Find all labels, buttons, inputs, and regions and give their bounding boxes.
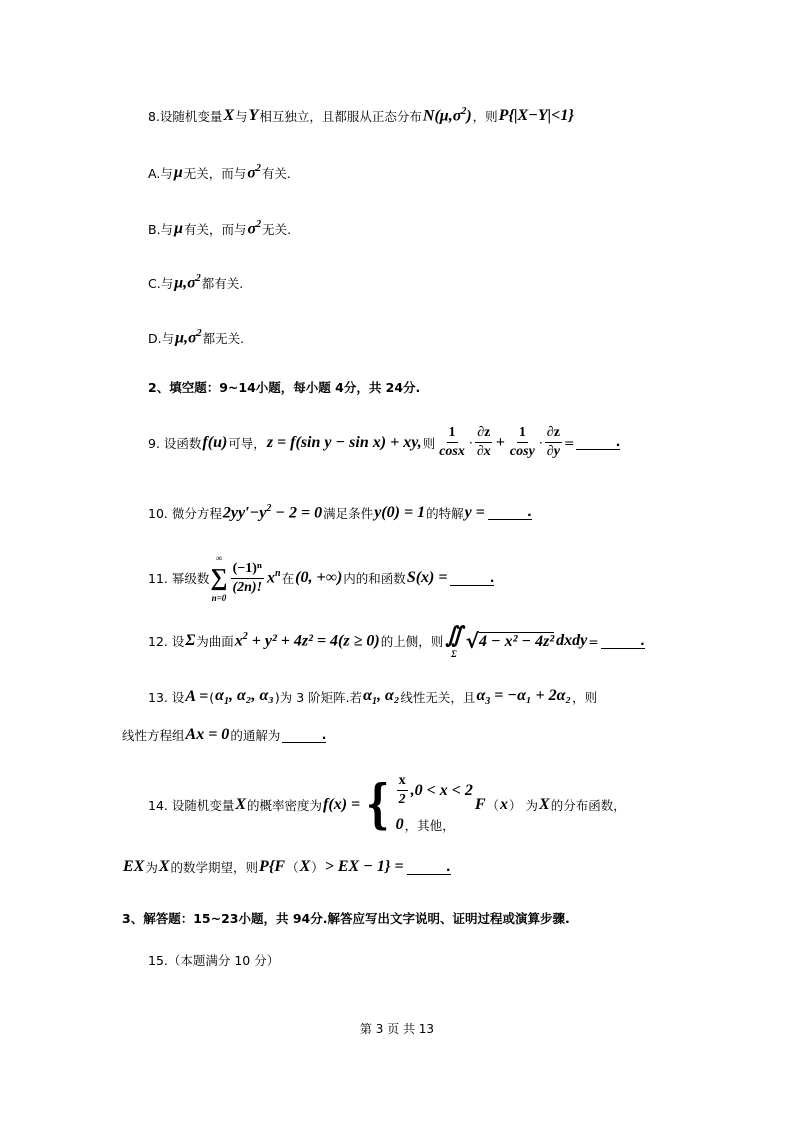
- brace: {: [366, 773, 390, 835]
- text: 相互独立，且都服从正态分布: [259, 108, 422, 124]
- text: 线性无关，且: [400, 690, 476, 706]
- math: $2yy'-y^2 - 2 = 0$: [222, 503, 323, 522]
- text: 14. 设随机变量: [148, 797, 235, 813]
- answer-blank: .: [407, 860, 451, 875]
- subscript: 1: [371, 696, 377, 708]
- math: y(0) = 1: [374, 503, 426, 521]
- text: 8.设随机变量: [148, 108, 223, 124]
- question-9: [148, 424, 620, 461]
- math: 0: [395, 816, 404, 833]
- math: X: [223, 106, 235, 124]
- summation: [210, 552, 227, 604]
- math: x: [500, 795, 509, 813]
- radical-sign: √: [465, 629, 479, 653]
- superscript: n: [275, 568, 281, 580]
- text: 12. 设: [148, 634, 185, 649]
- text: ） 为: [509, 797, 539, 813]
- math-rest: ): [466, 107, 472, 125]
- answer-blank: .: [450, 571, 494, 586]
- fraction: [437, 424, 467, 461]
- integral-symbol: ∬: [445, 622, 463, 647]
- text: B.与: [148, 221, 174, 237]
- denominator: (2n)!: [232, 579, 263, 595]
- subscript: 3: [485, 696, 491, 708]
- numerator: 1: [517, 424, 528, 443]
- math: EX: [123, 858, 145, 875]
- text: )为 3 阶矩阵.若: [274, 690, 363, 706]
- page-footer: 第 3 页 共 13: [359, 1022, 435, 1036]
- text: 为: [145, 860, 158, 875]
- math: Ax = 0: [185, 726, 230, 743]
- question-14-continued: [122, 858, 451, 876]
- math: f(u): [202, 433, 228, 451]
- math: F: [474, 795, 486, 813]
- text: ·: [468, 435, 473, 450]
- text: 的特解: [426, 505, 464, 521]
- fraction: [545, 424, 562, 461]
- text: 的上侧，则: [380, 634, 444, 649]
- math: μ: [173, 163, 183, 181]
- answer-blank: .: [576, 435, 620, 450]
- superscript: 2: [196, 328, 202, 339]
- math: $x^2 + y^2 + 4z^2 = 4(z \ge 0)$: [234, 631, 380, 650]
- text: =: [588, 633, 599, 649]
- numerator: (−1)ⁿ: [231, 560, 264, 579]
- text: 的概率密度为: [247, 797, 323, 813]
- text: （: [286, 860, 299, 875]
- numerator: 1: [447, 424, 458, 443]
- numerator: x: [397, 772, 408, 791]
- sigma-symbol: ∑: [210, 565, 228, 591]
- answer-blank: .: [601, 634, 645, 649]
- question-13-continued: [122, 726, 326, 744]
- math: μ: [174, 219, 183, 237]
- text: (: [209, 689, 215, 705]
- text: 2、填空题：9~14小题，每小题 4分，共 24分.: [148, 380, 421, 395]
- surface-integral: [445, 622, 462, 660]
- math-rest: , α₂: [376, 687, 400, 704]
- math-rest: + y² + 4z² = 4(z ≥ 0): [247, 632, 380, 650]
- fraction: [397, 772, 408, 809]
- math: A =: [185, 688, 209, 706]
- fraction: [508, 424, 537, 461]
- text: 9. 设函数: [148, 435, 202, 451]
- denominator: cosx: [439, 444, 465, 459]
- superscript: 2: [242, 631, 248, 643]
- text: 可导，: [228, 435, 266, 451]
- text: 的数学期望，则: [170, 860, 259, 875]
- text: ，其他，: [404, 818, 455, 833]
- section-3-heading: [122, 909, 570, 927]
- denominator: ∂x: [476, 444, 491, 459]
- option-c: [148, 273, 243, 292]
- question-15: [148, 951, 279, 969]
- text: C.与: [148, 275, 174, 291]
- text: 的分布函数，: [550, 797, 626, 813]
- math: P{|X−Y|<1}: [498, 106, 574, 124]
- denominator: 2: [398, 792, 406, 807]
- denominator: cosy: [509, 444, 535, 459]
- math: z = f(sin y − sin x) + xy,: [266, 433, 422, 451]
- math: P{F: [259, 858, 286, 875]
- math: Y: [248, 106, 259, 124]
- question-8: [148, 106, 575, 125]
- math: $\alpha_1$, α₂, α₃: [215, 687, 274, 708]
- question-12: [148, 622, 645, 660]
- math: ,0 < x < 2: [410, 781, 473, 799]
- square-root: [466, 629, 555, 653]
- piecewise-rows: [395, 772, 474, 837]
- math: $\alpha_3 = -\alpha_1 + 2\alpha_2$: [476, 687, 572, 708]
- piecewise-row: [395, 772, 474, 809]
- text: ，则: [572, 690, 598, 706]
- math: y =: [464, 503, 485, 521]
- math: $x^n$: [267, 568, 281, 587]
- math: +: [495, 433, 505, 451]
- sum-upper: ∞: [215, 553, 223, 563]
- text: 满足条件: [323, 505, 374, 521]
- math: > EX − 1} =: [324, 858, 404, 875]
- math: $\mu,\sigma^2$: [174, 273, 201, 292]
- math-rest: = −α₁ + 2α₂: [490, 687, 572, 704]
- math: X: [158, 858, 170, 875]
- answer-blank: .: [282, 728, 326, 743]
- math: (0, +∞): [295, 569, 343, 586]
- text: 都有关.: [201, 275, 244, 291]
- math: dxdy: [556, 632, 588, 649]
- denominator: ∂y: [546, 444, 560, 459]
- math: $N(\mu,\sigma^2)$: [422, 106, 472, 125]
- text: 的通解为: [230, 728, 281, 743]
- math: $\sigma^2$: [247, 163, 261, 182]
- superscript: 2: [255, 163, 261, 174]
- text: 10. 微分方程: [148, 505, 222, 521]
- superscript: 2: [195, 273, 201, 284]
- text: 内的和函数: [343, 571, 406, 586]
- math-rest: , α₂, α₃: [229, 687, 274, 704]
- piecewise-row: [395, 813, 474, 837]
- sum-lower: n=0: [211, 593, 227, 603]
- option-d: [148, 328, 244, 347]
- numerator: ∂z: [475, 424, 492, 443]
- text: 有关.: [261, 165, 291, 181]
- text: 线性方程组: [122, 728, 185, 743]
- option-a: [148, 163, 291, 182]
- math: $\mu,\sigma^2$: [175, 328, 202, 347]
- subscript: 1: [224, 696, 230, 708]
- text: =: [563, 435, 575, 450]
- text: 与: [235, 108, 248, 124]
- text: 15.（本题满分 10 分）: [148, 953, 280, 968]
- text: （: [486, 797, 500, 813]
- text: 为曲面: [196, 634, 234, 649]
- text: 有关，而与: [183, 221, 247, 237]
- superscript: 2: [256, 219, 262, 230]
- text: 都无关.: [202, 330, 245, 346]
- text: 无关，而与: [183, 165, 247, 181]
- text: 无关.: [262, 221, 292, 237]
- math: $\alpha_1$, α₂: [363, 687, 400, 708]
- text: ·: [538, 435, 543, 450]
- math: S(x) =: [406, 569, 448, 586]
- radicand: 4 − x² − 4z²: [478, 632, 555, 650]
- question-13: [148, 687, 597, 707]
- text: 13. 设: [148, 690, 185, 706]
- question-14: [148, 772, 626, 837]
- text: 则: [422, 435, 436, 451]
- answer-blank: .: [488, 505, 532, 520]
- integral-domain: Σ: [451, 649, 457, 659]
- fraction: [230, 560, 264, 597]
- text: D.与: [148, 330, 175, 346]
- text: 11. 幂级数: [148, 571, 210, 586]
- math: X: [235, 795, 247, 813]
- piecewise: [361, 772, 474, 837]
- text: A.与: [148, 165, 173, 181]
- math: f(x) =: [323, 795, 361, 813]
- math: X: [299, 858, 311, 875]
- fraction: [475, 424, 493, 461]
- text: 3、解答题：15~23小题，共 94分.解答应写出文字说明、证明过程或演算步骤.: [122, 911, 570, 926]
- numerator: ∂z: [545, 424, 562, 443]
- question-10: [148, 503, 532, 522]
- math: $\sigma^2$: [247, 219, 262, 238]
- text: ，则: [472, 108, 498, 124]
- math: Σ: [185, 632, 196, 649]
- superscript: 2: [266, 503, 272, 514]
- text: ）: [311, 860, 324, 875]
- math-rest: − 2 = 0: [271, 504, 323, 522]
- section-2-heading: [148, 378, 420, 396]
- superscript: 2: [461, 106, 467, 117]
- option-b: [148, 219, 291, 238]
- math: X: [539, 795, 550, 813]
- question-11: [148, 552, 494, 604]
- text: 在: [281, 571, 295, 586]
